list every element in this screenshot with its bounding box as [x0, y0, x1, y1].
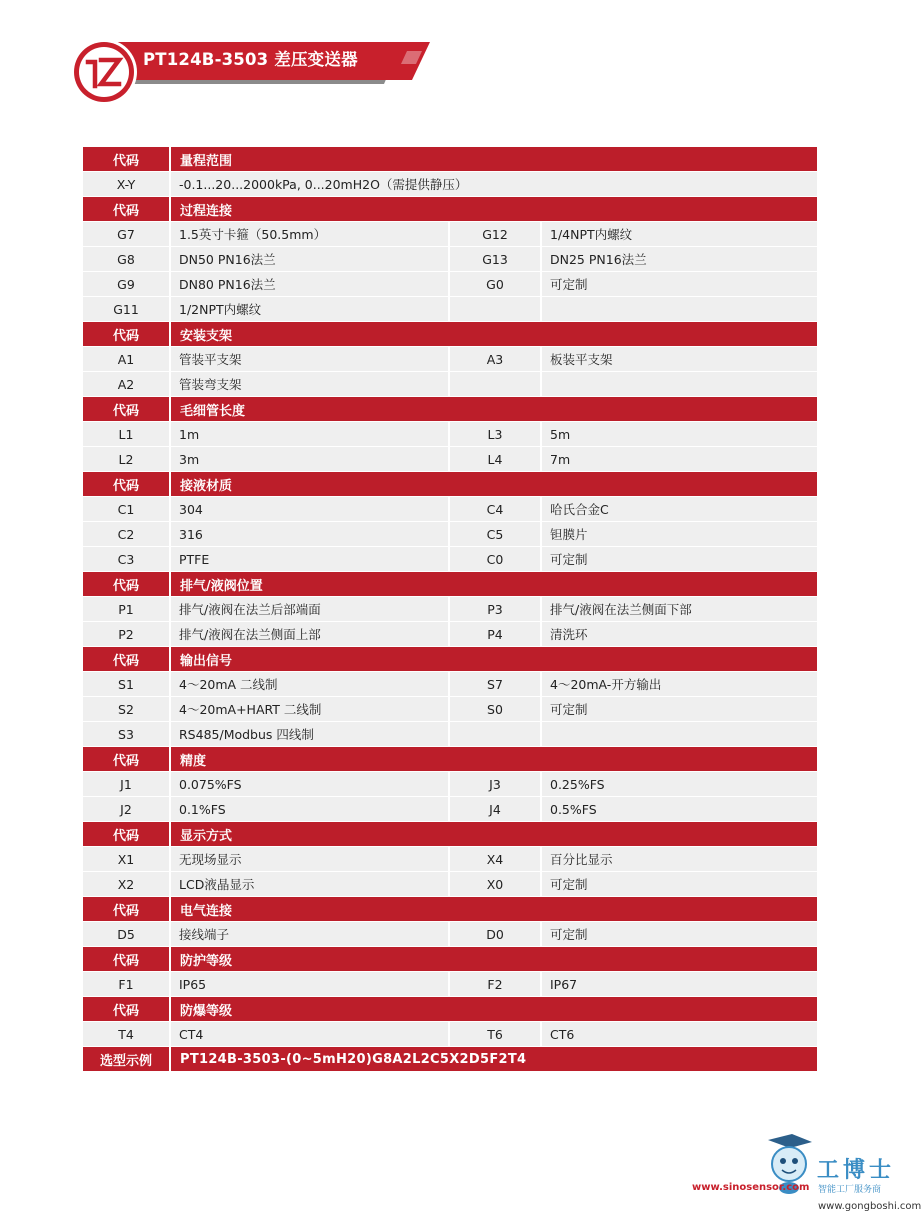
option-code: D5 [83, 922, 169, 946]
option-code: S1 [83, 672, 169, 696]
option-value: CT6 [542, 1022, 817, 1046]
table-row [83, 347, 817, 371]
option-code: X4 [450, 847, 540, 871]
option-value: -0.1...20...2000kPa, 0...20mH2O（需提供静压） [171, 172, 817, 196]
section-header [83, 822, 817, 846]
option-value: RS485/Modbus 四线制 [171, 722, 448, 746]
option-code: F1 [83, 972, 169, 996]
option-value: 排气/液阀在法兰后部端面 [171, 597, 448, 621]
option-value: 无现场显示 [171, 847, 448, 871]
section-title: 显示方式 [171, 822, 817, 846]
section-header [83, 897, 817, 921]
table-row [83, 247, 817, 271]
option-value: 清洗环 [542, 622, 817, 646]
option-code: C5 [450, 522, 540, 546]
section-title: 安装支架 [171, 322, 817, 346]
table-row [83, 272, 817, 296]
option-value: DN25 PN16法兰 [542, 247, 817, 271]
section-code-label: 代码 [83, 197, 169, 221]
table-row [83, 797, 817, 821]
option-code: L1 [83, 422, 169, 446]
option-value: 可定制 [542, 872, 817, 896]
section-title: 毛细管长度 [171, 397, 817, 421]
section-code-label: 代码 [83, 397, 169, 421]
option-value: 百分比显示 [542, 847, 817, 871]
page-title: PT124B-3503 差压变送器 [143, 50, 358, 69]
option-code: A2 [83, 372, 169, 396]
option-value: 1/2NPT内螺纹 [171, 297, 448, 321]
table-row [83, 847, 817, 871]
option-code [450, 372, 540, 396]
table-row [83, 172, 817, 196]
table-row [83, 722, 817, 746]
section-title: 接液材质 [171, 472, 817, 496]
option-value: 3m [171, 447, 448, 471]
option-code: T6 [450, 1022, 540, 1046]
section-header [83, 322, 817, 346]
table-row [83, 297, 817, 321]
table-row [83, 422, 817, 446]
option-code: G11 [83, 297, 169, 321]
option-value: 0.075%FS [171, 772, 448, 796]
section-header [83, 572, 817, 596]
option-value: 5m [542, 422, 817, 446]
section-header [83, 472, 817, 496]
table-row [83, 547, 817, 571]
section-code-label: 代码 [83, 647, 169, 671]
section-header [83, 947, 817, 971]
table-row [83, 1022, 817, 1046]
option-code: F2 [450, 972, 540, 996]
option-value: 7m [542, 447, 817, 471]
option-value [542, 722, 817, 746]
option-code: S0 [450, 697, 540, 721]
section-header [83, 747, 817, 771]
section-code-label: 代码 [83, 747, 169, 771]
option-value: 1m [171, 422, 448, 446]
option-code: J2 [83, 797, 169, 821]
table-row [83, 872, 817, 896]
section-code-label: 代码 [83, 947, 169, 971]
option-code: J3 [450, 772, 540, 796]
header-banner [0, 0, 900, 120]
option-value: 304 [171, 497, 448, 521]
option-value: CT4 [171, 1022, 448, 1046]
option-value: 0.25%FS [542, 772, 817, 796]
section-title: 电气连接 [171, 897, 817, 921]
option-code: L4 [450, 447, 540, 471]
option-code: L3 [450, 422, 540, 446]
selection-example-label: 选型示例 [83, 1047, 169, 1071]
option-code: S7 [450, 672, 540, 696]
table-row [83, 372, 817, 396]
section-code-label: 代码 [83, 822, 169, 846]
section-title: 输出信号 [171, 647, 817, 671]
option-value: 排气/液阀在法兰侧面下部 [542, 597, 817, 621]
section-title: 防护等级 [171, 947, 817, 971]
section-header [83, 197, 817, 221]
brand-name: 工博士 [817, 1157, 896, 1183]
option-value: 0.5%FS [542, 797, 817, 821]
option-code: P4 [450, 622, 540, 646]
option-value [542, 372, 817, 396]
section-code-label: 代码 [83, 997, 169, 1021]
option-code: X0 [450, 872, 540, 896]
option-value: 可定制 [542, 922, 817, 946]
option-code: G8 [83, 247, 169, 271]
table-row [83, 447, 817, 471]
option-value: 1/4NPT内螺纹 [542, 222, 817, 246]
table-row [83, 497, 817, 521]
option-value: 管装弯支架 [171, 372, 448, 396]
option-value: LCD液晶显示 [171, 872, 448, 896]
option-code: S2 [83, 697, 169, 721]
section-header [83, 647, 817, 671]
table-row [83, 772, 817, 796]
option-value: 管装平支架 [171, 347, 448, 371]
option-code: D0 [450, 922, 540, 946]
option-code: P2 [83, 622, 169, 646]
option-value: 4～20mA 二线制 [171, 672, 448, 696]
table-row [83, 522, 817, 546]
section-title: 量程范围 [171, 147, 817, 171]
option-value: 4～20mA+HART 二线制 [171, 697, 448, 721]
option-value: 排气/液阀在法兰侧面上部 [171, 622, 448, 646]
section-code-label: 代码 [83, 147, 169, 171]
table-row [83, 972, 817, 996]
option-code: G13 [450, 247, 540, 271]
option-value [542, 297, 817, 321]
selection-example-row [83, 1047, 817, 1071]
option-value: IP65 [171, 972, 448, 996]
option-code: G7 [83, 222, 169, 246]
section-header [83, 997, 817, 1021]
option-code: X-Y [83, 172, 169, 196]
option-code: S3 [83, 722, 169, 746]
option-value: 4～20mA-开方输出 [542, 672, 817, 696]
selection-example-value: PT124B-3503-(0~5mH20)G8A2L2C5X2D5F2T4 [171, 1047, 817, 1071]
option-value: DN80 PN16法兰 [171, 272, 448, 296]
option-code: X1 [83, 847, 169, 871]
table-row [83, 222, 817, 246]
section-title: 防爆等级 [171, 997, 817, 1021]
option-value: 0.1%FS [171, 797, 448, 821]
section-title: 过程连接 [171, 197, 817, 221]
brand-slogan: 智能工厂服务商 [818, 1185, 882, 1195]
option-value: IP67 [542, 972, 817, 996]
table-row [83, 597, 817, 621]
table-row [83, 922, 817, 946]
option-code: X2 [83, 872, 169, 896]
section-title: 排气/液阀位置 [171, 572, 817, 596]
option-code: P1 [83, 597, 169, 621]
option-code [450, 297, 540, 321]
option-value: 哈氏合金C [542, 497, 817, 521]
option-value: 可定制 [542, 547, 817, 571]
footer-url-left[interactable]: www.sinosensor.com [692, 1182, 810, 1193]
option-value: 316 [171, 522, 448, 546]
option-value: 接线端子 [171, 922, 448, 946]
option-code: A3 [450, 347, 540, 371]
option-value: 钽膜片 [542, 522, 817, 546]
option-value: DN50 PN16法兰 [171, 247, 448, 271]
option-value: 1.5英寸卡箍（50.5mm） [171, 222, 448, 246]
option-code: G12 [450, 222, 540, 246]
spec-table [83, 147, 817, 1072]
option-code [450, 722, 540, 746]
option-code: C1 [83, 497, 169, 521]
option-code: G0 [450, 272, 540, 296]
table-row [83, 697, 817, 721]
section-code-label: 代码 [83, 322, 169, 346]
option-code: J1 [83, 772, 169, 796]
table-row [83, 622, 817, 646]
table-row [83, 672, 817, 696]
section-code-label: 代码 [83, 472, 169, 496]
footer-branding [0, 1130, 921, 1221]
option-code: C0 [450, 547, 540, 571]
footer-url-right[interactable]: www.gongboshi.com [818, 1201, 921, 1212]
option-code: T4 [83, 1022, 169, 1046]
option-code: C4 [450, 497, 540, 521]
section-code-label: 代码 [83, 897, 169, 921]
option-value: 可定制 [542, 697, 817, 721]
option-value: 可定制 [542, 272, 817, 296]
option-code: L2 [83, 447, 169, 471]
option-code: P3 [450, 597, 540, 621]
option-code: A1 [83, 347, 169, 371]
option-code: C2 [83, 522, 169, 546]
option-value: 板装平支架 [542, 347, 817, 371]
option-code: J4 [450, 797, 540, 821]
option-code: C3 [83, 547, 169, 571]
section-code-label: 代码 [83, 572, 169, 596]
banner-graphic [0, 0, 900, 120]
option-code: G9 [83, 272, 169, 296]
section-header [83, 397, 817, 421]
option-value: PTFE [171, 547, 448, 571]
section-title: 精度 [171, 747, 817, 771]
mascot-graphic [0, 1130, 900, 1221]
section-header [83, 147, 817, 171]
